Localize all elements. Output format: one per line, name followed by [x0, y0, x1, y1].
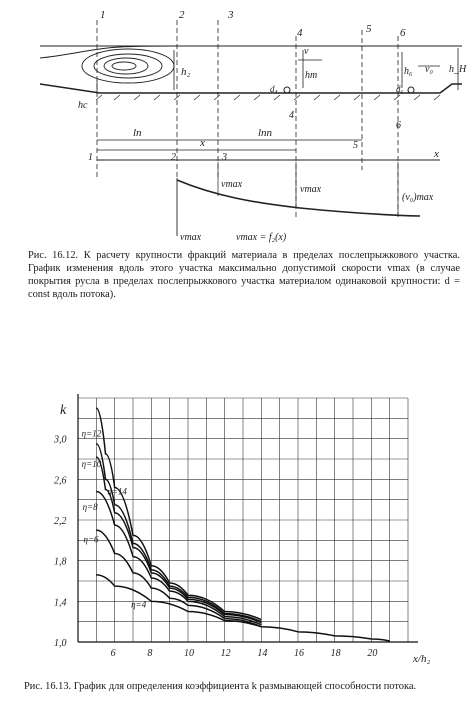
- y-tick-label: 2,2: [54, 516, 67, 527]
- figure-16-12-caption: Рис. 16.12. К расчету крупности фракций материала в пределах послепрыжкового участка. График изменения вдоль этого участка максимально допустимой скорости vmax (в случае покрытия русла в пределах послепрыжкового участка материалом одинаковой крупности: d = const вдоль потока).: [28, 250, 460, 300]
- section-number-4-bottom: 4: [289, 110, 294, 121]
- label-x-axis: x: [434, 148, 439, 160]
- section-number-3-dim: 3: [222, 152, 227, 163]
- label-v0: v₀: [425, 64, 433, 75]
- section-number-1-dim: 1: [88, 152, 93, 163]
- y-tick-label: 2,6: [54, 475, 67, 487]
- chart-series: [82, 408, 390, 641]
- series-line: [96, 408, 261, 619]
- x-tick-label: 6: [110, 648, 116, 659]
- figure-16-13-caption: Рис. 16.13. График для определения коэффициента k размывающей способности потока.: [24, 681, 417, 692]
- label-h6: h₆: [404, 66, 413, 77]
- x-tick-label: 20: [367, 648, 378, 659]
- series-label: η=10: [81, 459, 102, 470]
- label-d4: d₄: [270, 84, 278, 94]
- label-x: x: [200, 137, 205, 149]
- x-tick-label: 12: [220, 648, 231, 659]
- figure-16-12-diagram: [0, 0, 473, 248]
- series-label: η=6: [83, 534, 99, 545]
- roller-vortex: [82, 49, 174, 83]
- x-tick-label: 18: [330, 648, 341, 659]
- label-lpp: lпп: [258, 127, 273, 139]
- label-v: v: [304, 46, 309, 57]
- label-vmax-2: vmax: [300, 184, 322, 195]
- series-label: η=8: [82, 501, 98, 512]
- label-hH: h_H: [449, 64, 467, 75]
- series-label: η=4: [131, 599, 147, 610]
- x-axis-label: x/h₂: [413, 653, 431, 665]
- section-number-6-bottom: 6: [396, 120, 401, 131]
- label-vmax-3: vmax: [180, 232, 202, 243]
- bed-hatching: [96, 95, 440, 100]
- series-line: [96, 492, 261, 625]
- y-tick-label: 1,4: [54, 597, 67, 609]
- series-line: [96, 457, 261, 623]
- label-vmax-eq: vmax = f₂(x): [236, 232, 287, 243]
- label-ln: lп: [133, 127, 142, 139]
- x-tick-label: 14: [257, 648, 268, 659]
- y-tick-label: 3,0: [54, 434, 67, 446]
- x-tick-label: 10: [184, 648, 194, 659]
- label-hm: hm: [305, 70, 318, 81]
- y-axis-label: k: [60, 403, 67, 418]
- section-number-1: 1: [100, 9, 106, 21]
- section-number-6: 6: [400, 27, 406, 39]
- section-number-2: 2: [179, 9, 185, 21]
- figure-16-13-chart: [0, 380, 473, 680]
- y-tick-label: 1,8: [54, 556, 67, 568]
- series-line: [96, 444, 261, 622]
- label-vmax-1: vmax: [221, 179, 243, 190]
- label-d6: d₆: [396, 84, 404, 94]
- label-hc: hc: [78, 100, 88, 111]
- series-label: η=12: [81, 428, 102, 439]
- vmax-curve: [177, 180, 420, 216]
- section-number-5-dim: 5: [353, 140, 358, 151]
- section-number-2-dim: 2: [171, 152, 176, 163]
- pebble-d6: [408, 87, 414, 93]
- series-label: η=14: [107, 486, 127, 497]
- y-tick-label: 1,0: [54, 638, 67, 649]
- section-number-3: 3: [228, 9, 234, 21]
- x-tick-label: 16: [294, 648, 304, 659]
- label-v0max: (v₀)max: [402, 192, 434, 203]
- section-number-4: 4: [297, 27, 303, 39]
- section-number-5: 5: [366, 23, 372, 35]
- label-h2: h₂: [181, 66, 191, 78]
- pebble-d4: [284, 87, 290, 93]
- x-tick-label: 8: [147, 648, 153, 659]
